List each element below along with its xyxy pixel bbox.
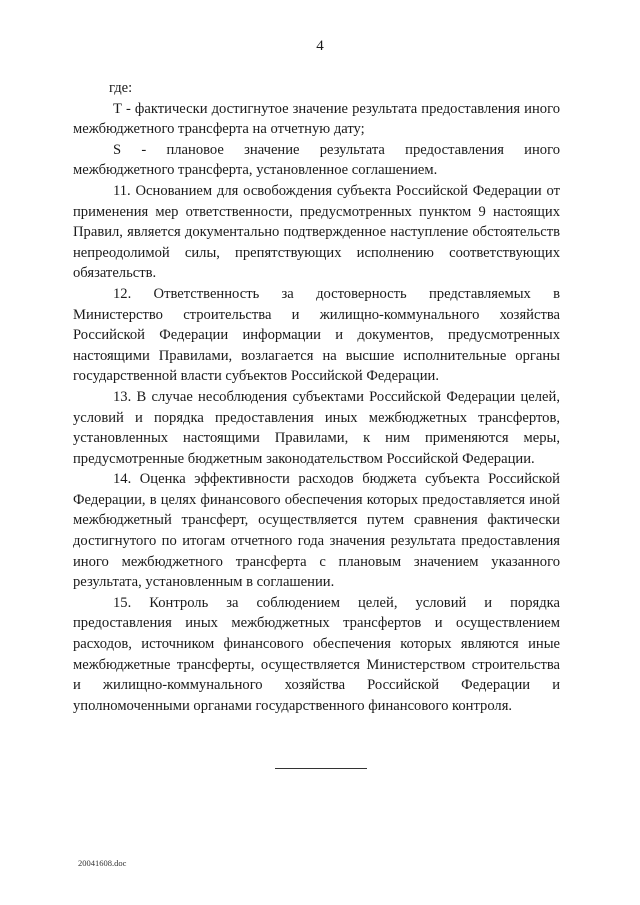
page-number: 4 [316,38,324,54]
clause-12: 12. Ответственность за достоверность представляемых в Министерство строительства и жилищно-коммунального хозяйства Российской Федерации информации и документов, предусмотренных настоящими Правилами, возлагается на высшие исполнительные органы государственной власти субъектов Российской Федерации. [73,285,560,385]
clause-11: 11. Основанием для освобождения субъекта Российской Федерации от применения мер ответственности, предусмотренных пунктом 9 настоящих Правил, является документально подтвержденное наступление обстоятельств непреодолимой силы, препятствующих исполнению соответствующих обязательств. [73,182,560,282]
end-separator-line [275,768,367,769]
where-label: где: [109,80,133,96]
file-name-footer: 20041608.doc [78,858,127,868]
clause-13: 13. В случае несоблюдения субъектами Российской Федерации целей, условий и порядка предоставления иных межбюджетных трансфертов, установленных настоящими Правилами, к ним применяются меры, предусмотренные бюджетным законодательством Российской Федерации. [73,388,560,467]
definition-s: S - плановое значение результата предоставления иного межбюджетного трансферта, установленное соглашением. [73,141,560,179]
clause-14: 14. Оценка эффективности расходов бюджета субъекта Российской Федерации, в целях финансового обеспечения которых предоставляется иной межбюджетный трансферт, осуществляется путем сравнения фактически достигнутого по итогам отчетного года значения результата предоставления иного межбюджетного трансферта с плановым значением указанного результата, установленным в соглашении. [73,471,560,591]
clause-15: 15. Контроль за соблюдением целей, условий и порядка предоставления иных межбюджетных трансфертов и осуществлением расходов, источником финансового обеспечения которых являются иные межбюджетные трансферты, осуществляется Министерством строительства и жилищно-коммунального хозяйства Российской Федерации и уполномоченными органами государственного финансового контроля. [73,594,560,714]
document-body [73,78,560,716]
definition-t: Т - фактически достигнутое значение результата предоставления иного межбюджетного трансферта на отчетную дату; [73,100,560,138]
